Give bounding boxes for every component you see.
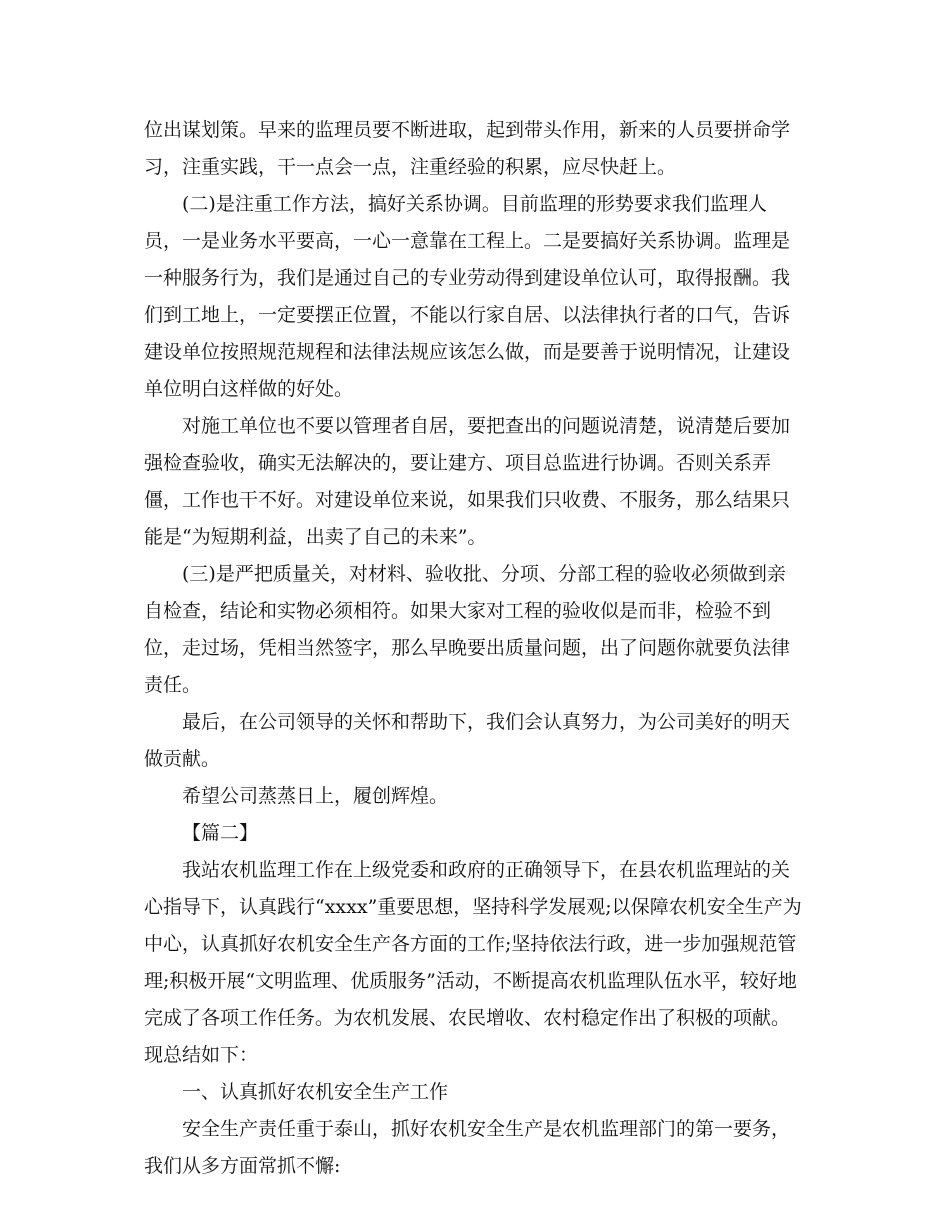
section-heading-part-two: 【篇二】: [182, 822, 259, 844]
paragraph-3: 对施工单位也不要以管理者自居，要把查出的问题说清楚，说清楚后要加强检查验收，确实无法解决的，要让建方、项目总监进行协调。否则关系弄僵，工作也干不好。对建设单位来说，如果我们只收费、不服务，那么结果只能是“为短期利益，出卖了自己的未来”。: [144, 415, 791, 548]
paragraph-8: 我站农机监理工作在上级党委和政府的正确领导下，在县农机监理站的关心指导下，认真践行“xxxx”重要思想，坚持科学发展观;以保障农机安全生产为中心，认真抓好农机安全生产各方面的工作;坚持依法行政，进一步加强规范管理;积极开展“文明监理、优质服务”活动，不断提高农机监理队伍水平，较好地完成了各项工作任务。为农机发展、农民增收、农村稳定作出了积极的项献。现总结如下：: [144, 859, 802, 1066]
paragraph-10: 安全生产责任重于泰山，抓好农机安全生产是农机监理部门的第一要务，我们从多方面常抓不懈:: [144, 1118, 791, 1177]
paragraph-1: 位出谋划策。早来的监理员要不断进取，起到带头作用，新来的人员要拼命学习，注重实践，干一点会一点，注重经验的积累，应尽快赶上。: [144, 119, 791, 178]
paragraph-5: 最后，在公司领导的关怀和帮助下，我们会认真努力，为公司美好的明天做贡献。: [144, 711, 791, 770]
document-body: [144, 112, 804, 1185]
paragraph-4: (三)是严把质量关，对材料、验收批、分项、分部工程的验收必须做到亲自检查，结论和实物必须相符。如果大家对工程的验收似是而非，检验不到位，走过场，凭相当然签字，那么早晚要出质量问题，出了问题你就要负法律责任。: [144, 563, 791, 696]
subheading-1: 一、认真抓好农机安全生产工作: [182, 1081, 449, 1103]
paragraph-2: (二)是注重工作方法，搞好关系协调。目前监理的形势要求我们监理人员，一是业务水平要高，一心一意靠在工程上。二是要搞好关系协调。监理是一种服务行为，我们是通过自己的专业劳动得到建设单位认可，取得报酬。我们到工地上，一定要摆正位置，不能以行家自居、以法律执行者的口气，告诉建设单位按照规范规程和法律法规应该怎么做，而是要善于说明情况，让建设单位明白这样做的好处。: [144, 193, 791, 400]
paragraph-6: 希望公司蒸蒸日上，履创辉煌。: [182, 785, 449, 807]
